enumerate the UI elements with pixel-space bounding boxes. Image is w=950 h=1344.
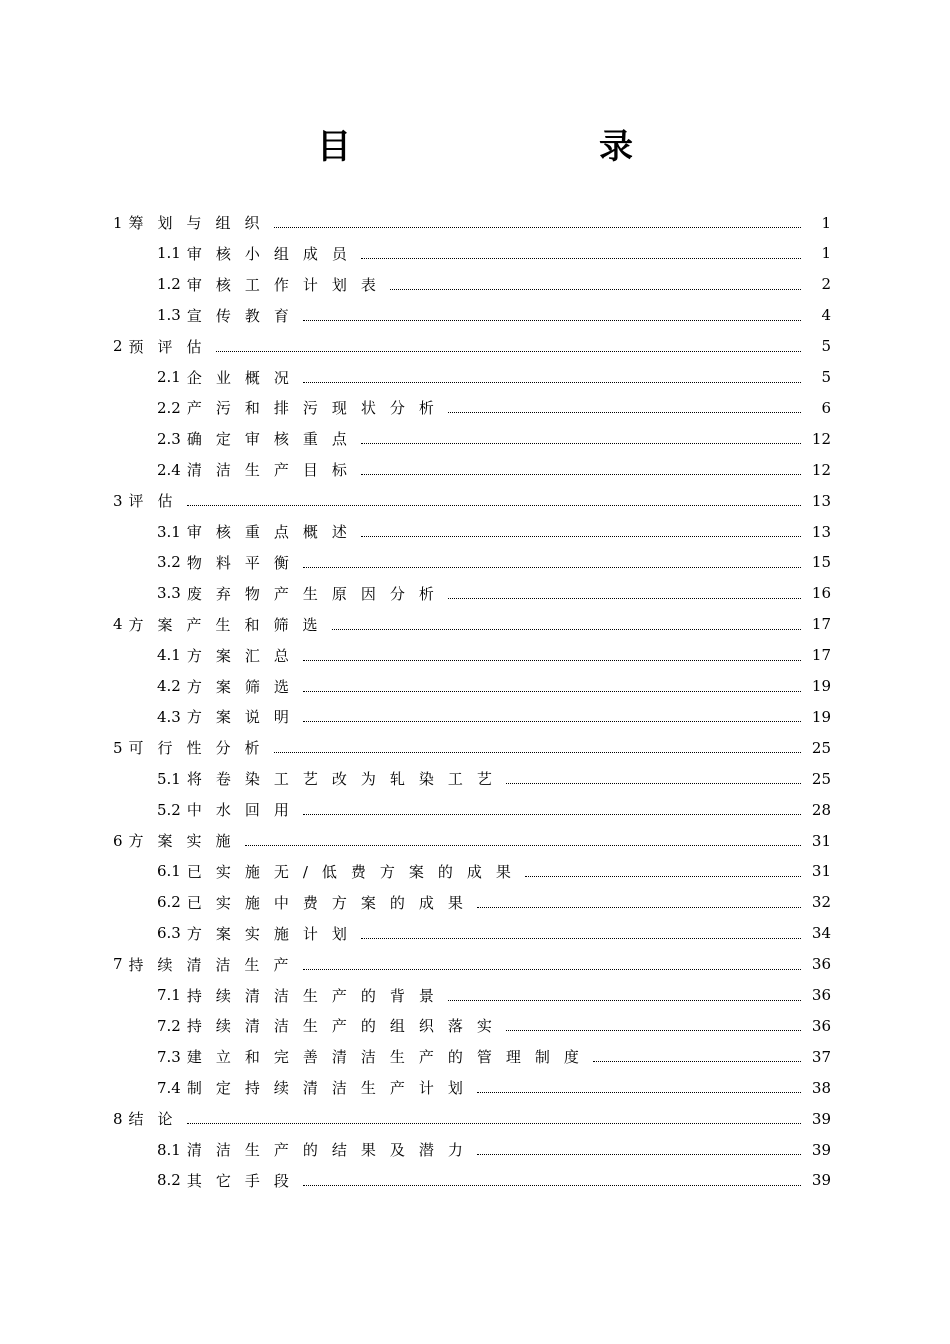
toc-leader-dots	[448, 1000, 801, 1001]
toc-entry[interactable]	[157, 1134, 831, 1165]
toc-entry-number: 1	[113, 213, 123, 232]
toc-entry-number: 1.3	[157, 306, 181, 325]
toc-entry-number: 3.2	[157, 553, 181, 572]
toc-entry-number: 3	[113, 491, 123, 510]
toc-entry-page: 17	[811, 615, 831, 634]
toc-entry-number: 3.1	[157, 522, 181, 541]
toc-leader-dots	[593, 1061, 801, 1062]
toc-entry-title: 废弃物产生原因分析	[186, 584, 448, 603]
toc-entry-number: 2.3	[157, 429, 181, 448]
toc-leader-dots	[303, 1185, 801, 1186]
toc-entry[interactable]	[157, 578, 831, 609]
toc-entry-page: 13	[811, 491, 831, 510]
toc-leader-dots	[303, 320, 801, 321]
toc-leader-dots	[506, 1030, 801, 1031]
toc-entry-page: 2	[821, 275, 831, 294]
toc-entry-page: 12	[811, 460, 831, 479]
toc-leader-dots	[303, 721, 801, 722]
toc-entry-page: 25	[811, 738, 831, 757]
toc-entry-title: 确定审核重点	[186, 430, 361, 449]
toc-entry-page: 32	[811, 893, 831, 912]
toc-entry-page: 1	[821, 244, 831, 263]
toc-entry-number: 4.1	[157, 646, 181, 665]
toc-entry[interactable]	[157, 547, 831, 578]
toc-entry-page: 39	[811, 1140, 831, 1159]
toc-entry-title: 清洁生产目标	[186, 461, 361, 480]
toc-entry-number: 4.2	[157, 677, 181, 695]
toc-entry[interactable]	[113, 732, 831, 763]
toc-entry[interactable]	[157, 516, 831, 547]
toc-leader-dots	[361, 443, 801, 444]
toc-entry-page: 4	[821, 306, 831, 325]
toc-entry-page: 19	[811, 677, 831, 695]
toc-entry[interactable]	[157, 980, 831, 1011]
toc-entry-page: 12	[811, 429, 831, 448]
toc-entry-number: 7	[113, 955, 123, 974]
toc-leader-dots	[274, 752, 801, 753]
toc-entry-title: 制定持续清洁生产计划	[186, 1079, 477, 1098]
toc-entry-page: 28	[811, 800, 831, 819]
toc-leader-dots	[448, 598, 801, 599]
toc-entry-number: 1.1	[157, 244, 181, 263]
toc-leader-dots	[245, 845, 801, 846]
toc-entry-page: 34	[811, 924, 831, 943]
toc-entry-title: 审核重点概述	[186, 523, 361, 541]
toc-leader-dots	[303, 691, 801, 692]
toc-entry-title: 清洁生产的结果及潜力	[186, 1141, 477, 1159]
toc-entry-title: 宣传教育	[186, 306, 303, 325]
toc-entry[interactable]	[157, 701, 831, 732]
toc-entry[interactable]	[157, 856, 831, 887]
toc-entry-number: 1.2	[157, 275, 181, 294]
toc-entry[interactable]	[157, 887, 831, 918]
toc-leader-dots	[477, 907, 801, 908]
toc-entry-title: 产污和排污现状分析	[186, 399, 448, 418]
toc-entry-page: 1	[821, 213, 831, 232]
toc-entry[interactable]	[157, 1165, 831, 1196]
toc-entry-page: 17	[811, 646, 831, 665]
toc-entry[interactable]	[157, 454, 831, 485]
toc-entry[interactable]	[157, 640, 831, 671]
toc-entry[interactable]	[157, 763, 831, 794]
toc-entry-page: 36	[811, 1016, 831, 1035]
toc-entry-number: 6.2	[157, 893, 181, 912]
toc-entry-number: 5	[113, 738, 123, 757]
toc-entry-number: 7.1	[157, 986, 181, 1004]
toc-entry-title: 可行性分析	[128, 739, 274, 758]
toc-entry[interactable]	[113, 825, 831, 856]
toc-leader-dots	[361, 474, 801, 475]
toc-leader-dots	[332, 629, 801, 630]
toc-entry-number: 5.1	[157, 769, 181, 788]
toc-entry-title: 审核工作计划表	[186, 275, 390, 294]
toc-entry[interactable]	[157, 918, 831, 949]
toc-entry-title: 持续清洁生产的背景	[186, 986, 448, 1005]
toc-entry-number: 4	[113, 615, 123, 634]
toc-entry-number: 5.2	[157, 800, 181, 819]
toc-leader-dots	[187, 1123, 801, 1124]
toc-entry[interactable]	[157, 1041, 831, 1072]
toc-entry-page: 15	[811, 553, 831, 572]
toc-entry-title: 建立和完善清洁生产的管理制度	[186, 1048, 593, 1067]
toc-leader-dots	[390, 289, 801, 290]
toc-leader-dots	[361, 938, 801, 939]
toc-entry-page: 13	[811, 522, 831, 541]
toc-entry-number: 2	[113, 337, 123, 356]
toc-entry-number: 8	[113, 1109, 123, 1128]
toc-entry-page: 31	[811, 831, 831, 850]
toc-entry-number: 3.3	[157, 584, 181, 603]
toc-entry-number: 2.2	[157, 398, 181, 417]
toc-entry[interactable]	[157, 671, 831, 702]
toc-entry[interactable]	[157, 1010, 831, 1041]
toc-entry-number: 4.3	[157, 707, 181, 726]
toc-entry[interactable]	[113, 609, 831, 640]
toc-entry-number: 8.1	[157, 1140, 181, 1159]
toc-entry-number: 2.1	[157, 368, 181, 386]
toc-entry-title: 已实施中费方案的成果	[186, 893, 477, 912]
toc-leader-dots	[477, 1092, 801, 1093]
toc-entry-title: 筹划与组织	[128, 214, 274, 232]
toc-entry-title: 已实施无/低费方案的成果	[186, 862, 525, 881]
toc-leader-dots	[361, 258, 801, 259]
toc-entry-title: 方案说明	[186, 708, 303, 727]
toc-entry-title: 方案产生和筛选	[128, 615, 332, 634]
toc-leader-dots	[303, 814, 801, 815]
toc-entry-title: 方案实施	[128, 832, 245, 850]
toc-entry-title: 方案汇总	[186, 646, 303, 665]
toc-leader-dots	[303, 969, 801, 970]
toc-leader-dots	[506, 783, 801, 784]
toc-entry[interactable]	[113, 331, 831, 362]
toc-entry-page: 16	[811, 584, 831, 603]
toc-entry-title: 企业概况	[186, 368, 303, 387]
toc-entry-page: 25	[811, 769, 831, 788]
toc-entry-title: 评估	[128, 492, 187, 511]
toc-entry-page: 38	[811, 1078, 831, 1097]
toc-leader-dots	[187, 505, 801, 506]
page-title: 目 录	[317, 127, 693, 167]
toc-entry-page: 19	[811, 707, 831, 726]
toc-leader-dots	[361, 536, 801, 537]
toc-entry[interactable]	[157, 392, 831, 423]
toc-entry-title: 持续清洁生产的组织落实	[186, 1017, 506, 1036]
toc-entry[interactable]	[157, 269, 831, 300]
toc-entry-page: 36	[811, 986, 831, 1004]
toc-entry-page: 39	[811, 1109, 831, 1128]
toc-entry-title: 结论	[128, 1110, 187, 1129]
toc-entry-number: 7.4	[157, 1078, 181, 1097]
toc-entry-title: 方案筛选	[186, 677, 303, 696]
toc-entry-page: 6	[821, 398, 831, 417]
toc-leader-dots	[303, 567, 801, 568]
toc-entry[interactable]	[157, 794, 831, 825]
toc-entry-title: 将卷染工艺改为轧染工艺	[186, 770, 506, 789]
toc-entry-page: 5	[821, 337, 831, 356]
toc-entry-number: 8.2	[157, 1171, 181, 1190]
toc-entry-title: 物料平衡	[186, 553, 303, 572]
toc-entry[interactable]	[157, 300, 831, 331]
toc-entry-title: 其它手段	[186, 1171, 303, 1190]
toc-entry[interactable]	[113, 207, 831, 238]
toc-entry[interactable]	[157, 238, 831, 269]
toc-entry-page: 31	[811, 862, 831, 881]
toc-leader-dots	[303, 660, 801, 661]
toc-entry-page: 5	[821, 368, 831, 386]
toc-entry-page: 36	[811, 955, 831, 974]
toc-entry[interactable]	[113, 485, 831, 516]
toc-entry-page: 39	[811, 1171, 831, 1190]
toc-entry-number: 7.2	[157, 1016, 181, 1035]
toc-entry-number: 7.3	[157, 1047, 181, 1066]
toc-entry[interactable]	[157, 423, 831, 454]
toc-leader-dots	[216, 351, 801, 352]
toc-leader-dots	[274, 227, 801, 228]
toc-leader-dots	[525, 876, 801, 877]
toc-entry[interactable]	[157, 362, 831, 393]
toc-entry[interactable]	[113, 1103, 831, 1134]
toc-leader-dots	[477, 1154, 801, 1155]
toc-entry[interactable]	[157, 1072, 831, 1103]
toc-entry[interactable]	[113, 949, 831, 980]
toc-leader-dots	[303, 382, 801, 383]
toc-entry-title: 方案实施计划	[186, 924, 361, 943]
toc-entry-number: 6.1	[157, 862, 181, 881]
toc-entry-number: 6	[113, 831, 123, 850]
toc-entry-title: 预评估	[128, 337, 216, 356]
toc-entry-title: 中水回用	[186, 801, 303, 820]
toc-entry-number: 6.3	[157, 924, 181, 943]
toc-entry-title: 审核小组成员	[186, 244, 361, 263]
toc-entry-number: 2.4	[157, 460, 181, 479]
toc-entry-title: 持续清洁生产	[128, 955, 303, 974]
toc-leader-dots	[448, 412, 801, 413]
toc-entry-page: 37	[811, 1047, 831, 1066]
